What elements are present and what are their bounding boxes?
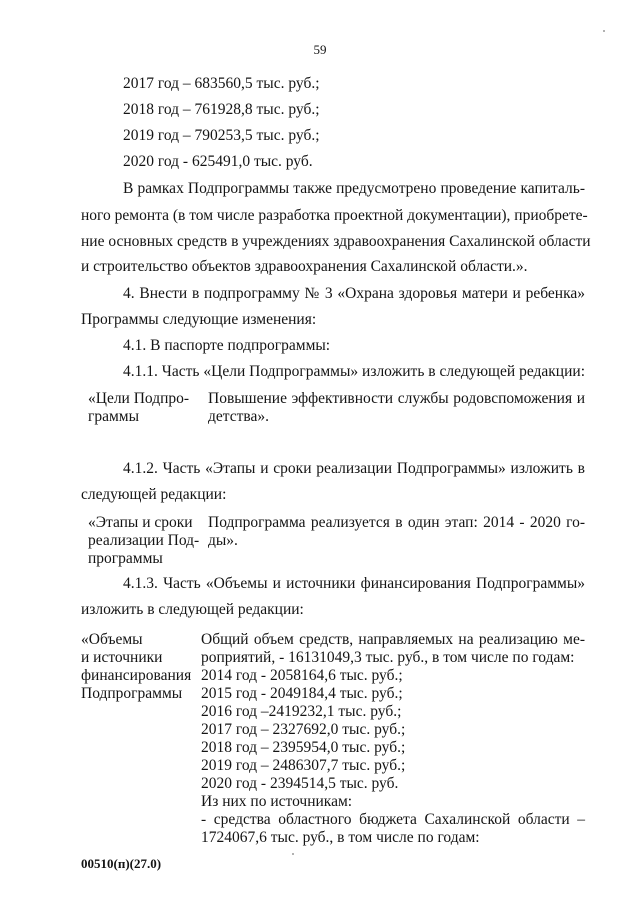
volumes-year-line: 2018 год – 2395954,0 тыс. руб.; (201, 739, 406, 756)
volumes-year-line: 2016 год –2419232,1 тыс. руб.; (201, 703, 402, 720)
funding-year-line: 2017 год – 683560,5 тыс. руб.; (123, 75, 320, 92)
volumes-label-line: «Объемы (81, 631, 143, 648)
footer-code: 00510(п)(27.0) (81, 856, 162, 871)
volumes-value-line: 1724067,6 тыс. руб., в том числе по годам: (201, 829, 480, 846)
item-4-1-3-line: изложить в следующей редакции: (81, 601, 304, 618)
item-4-line: Программы следующие изменения: (81, 311, 317, 328)
funding-year-line: 2020 год - 625491,0 тыс. руб. (123, 153, 313, 170)
volumes-sources-heading: Из них по источникам: (201, 793, 353, 810)
volumes-year-line: 2020 год - 2394514,5 тыс. руб. (201, 775, 399, 792)
item-4-line: 4. Внести в подпрограмму № 3 «Охрана здоровья матери и ребенка» (123, 285, 585, 302)
volumes-year-line: 2014 год - 2058164,6 тыс. руб.; (201, 667, 403, 684)
paragraph-line: ние основных средств в учреждениях здравоохранения Сахалинской области (81, 233, 591, 250)
goals-value-line: детства». (208, 408, 270, 425)
volumes-label-line: Подпрограммы (81, 685, 183, 702)
scan-speck (292, 853, 294, 855)
stages-value-line: ды». (208, 532, 238, 549)
item-4-1-1: 4.1.1. Часть «Цели Подпрограммы» изложить в следующей редакции: (123, 363, 585, 380)
stages-table-value (208, 514, 585, 550)
volumes-label-line: финансирования (81, 667, 192, 684)
stages-value-line: Подпрограмма реализуется в один этап: 2014 - 2020 го- (208, 514, 585, 531)
stages-label-line: реализации Под- (88, 532, 200, 549)
scan-speck (603, 30, 605, 32)
stages-label-line: «Этапы и сроки (88, 514, 193, 531)
volumes-value-line: роприятий, - 16131049,3 тыс. руб., в том числе по годам: (201, 649, 575, 666)
volumes-label-line: и источники (81, 649, 163, 666)
paragraph-line: В рамках Подпрограммы также предусмотрено проведение капиталь- (123, 180, 585, 197)
volumes-year-line: 2015 год - 2049184,4 тыс. руб.; (201, 685, 403, 702)
volumes-value-line: Общий объем средств, направляемых на реализацию ме- (201, 631, 585, 648)
paragraph-line: и строительство объектов здравоохранения Сахалинской области.». (81, 258, 528, 275)
goals-value-line: Повышение эффективности службы родовспоможения и (208, 390, 585, 407)
volumes-table-label (81, 631, 191, 703)
goals-table-value (208, 390, 585, 426)
stages-label-line: программы (88, 550, 163, 567)
volumes-year-line: 2017 год – 2327692,0 тыс. руб.; (201, 721, 406, 738)
volumes-table-value (201, 631, 585, 847)
goals-label-line: граммы (88, 408, 140, 425)
item-4-1-2-line: 4.1.2. Часть «Этапы и сроки реализации Подпрограммы» изложить в (123, 460, 585, 477)
goals-table-label (88, 390, 189, 426)
funding-year-line: 2019 год – 790253,5 тыс. руб.; (123, 127, 320, 144)
item-4-1-2-line: следующей редакции: (81, 486, 227, 503)
paragraph-line: ного ремонта (в том числе разработка проектной документации), приобрете- (81, 207, 588, 224)
stages-table-label (88, 514, 199, 568)
page-number: 59 (313, 42, 327, 57)
item-4-1: 4.1. В паспорте подпрограммы: (123, 337, 331, 354)
funding-year-line: 2018 год – 761928,8 тыс. руб.; (123, 101, 320, 118)
goals-label-line: «Цели Подпро- (88, 390, 190, 407)
volumes-year-line: 2019 год – 2486307,7 тыс. руб.; (201, 757, 406, 774)
volumes-value-line: - средства областного бюджета Сахалинской области – (201, 811, 585, 828)
item-4-1-3-line: 4.1.3. Часть «Объемы и источники финансирования Подпрограммы» (123, 575, 585, 592)
